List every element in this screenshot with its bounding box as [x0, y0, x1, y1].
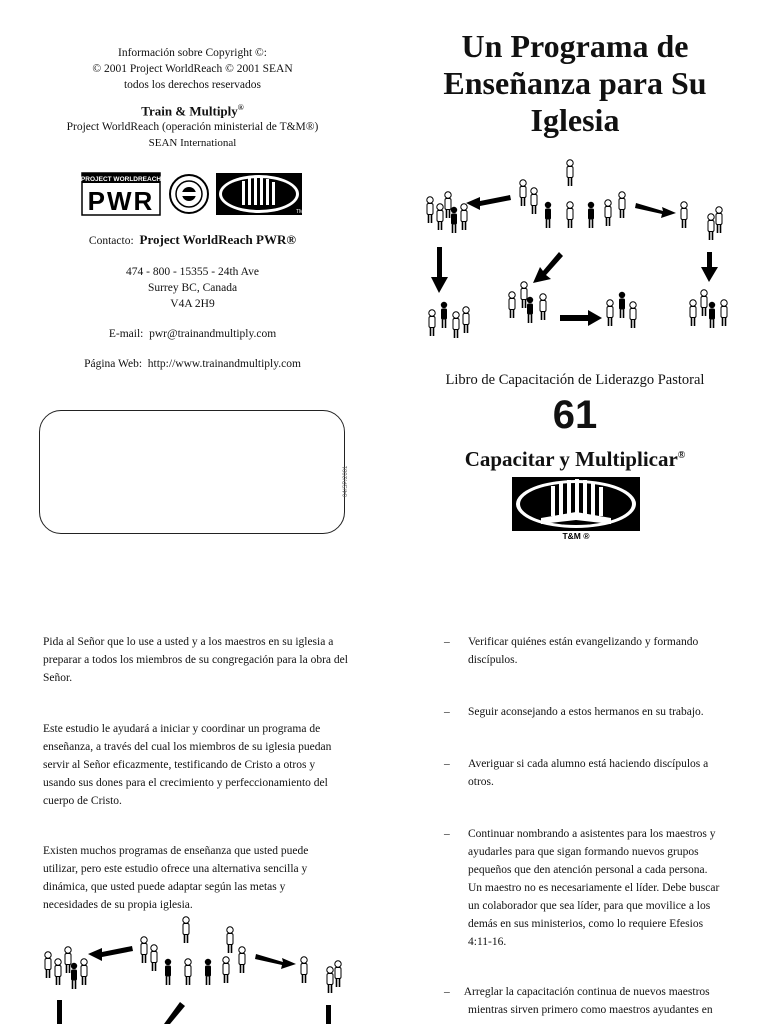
tm-logo-caption: T&M ®	[562, 531, 590, 541]
pwr-logo-banner: PROJECT WORLDREACH	[80, 176, 162, 183]
page-title: Un Programa de Enseñanza para Su Iglesia	[443, 28, 707, 138]
list-item: – Continuar nombrando a asistentes para los maestros y ayudarles para que sigan formando nuevos grupos pequeños que den atención personal a cada persona. Un maestro no es necesariamente el líder. Debe buscar un colaborador que sea líder, para que movilice a los demás en sus ministerios, como lo requiere Efesios 4:11-16.	[444, 828, 720, 948]
brand-line: Capacitar y Multiplicar®	[464, 447, 686, 471]
contact-block	[40, 232, 345, 372]
copyright-block	[40, 45, 345, 151]
paragraph-2: Este estudio le ayudará a iniciar y coordinar un programa de enseñanza, a través del cual los miembros de su iglesia puedan servir al Señor eficazmente, testificando de Cristo a otros y usando sus dones para el crecimiento y perfeccionamiento del cuerpo de Cristo.	[43, 723, 332, 807]
blank-address-box	[39, 410, 345, 534]
web-line: Página Web: http://www.trainandmultiply.com	[84, 358, 301, 370]
list-item: – Arreglar la capacitación continua de nuevos maestros mientras sirven primero como maestros ayudantes en	[444, 986, 713, 1016]
paragraph-1: Pida al Señor que lo use a usted y a los maestros en su iglesia a preparar a todos los miembros de su congregación para la obra del Señor.	[43, 636, 348, 684]
email-address[interactable]: pwr@trainandmultiply.com	[149, 328, 277, 340]
sean-international: SEAN International	[148, 137, 237, 150]
org-title: Train & Multiply®	[141, 103, 244, 119]
email-line: E-mail: pwr@trainandmultiply.com	[108, 328, 277, 340]
copyright-years: © 2001 Project WorldReach © 2001 SEAN	[92, 63, 293, 75]
multiplication-illustration	[418, 155, 736, 350]
address-line-3: V4A 2H9	[170, 298, 215, 310]
book-subtitle: Libro de Capacitación de Liderazgo Pastoral	[445, 372, 705, 388]
logos-row	[82, 173, 302, 215]
address-line-2: Surrey BC, Canada	[147, 282, 238, 294]
list-item: – Averiguar si cada alumno está haciendo discípulos a otros.	[444, 758, 709, 788]
rights-reserved: todos los derechos reservados	[123, 79, 261, 91]
org-line: Project WorldReach (operación ministerial de T&M®)	[66, 121, 319, 134]
paragraph-3: Existen muchos programas de enseñanza que usted puede utilizar, pero este estudio ofrece una alternativa sencilla y dinámica, que usted puede adaptar según las metas y necesidades de su propia iglesia.	[43, 845, 309, 911]
tm-mark-small: TM	[296, 209, 304, 215]
contact-line: Contacto: Project WorldReach PWR®	[88, 232, 297, 247]
pwr-logo-letters: PWR	[87, 186, 155, 216]
book-number: 61	[552, 393, 598, 437]
web-address[interactable]: http://www.trainandmultiply.com	[147, 358, 301, 370]
partner-logos	[82, 173, 302, 215]
multiplication-illustration-small	[40, 910, 350, 1024]
address-line-1: 474 - 800 - 15355 - 24th Ave	[126, 266, 259, 278]
list-item: – Seguir aconsejando a estos hermanos en su trabajo.	[444, 706, 704, 718]
list-item: – Verificar quiénes están evangelizando y formando discípulos.	[444, 636, 699, 666]
copyright-heading: Información sobre Copyright ©:	[118, 47, 267, 59]
contact-name: Project WorldReach PWR®	[139, 232, 297, 247]
side-note: 04/SP/2001	[343, 465, 349, 497]
tm-logo	[511, 476, 641, 540]
